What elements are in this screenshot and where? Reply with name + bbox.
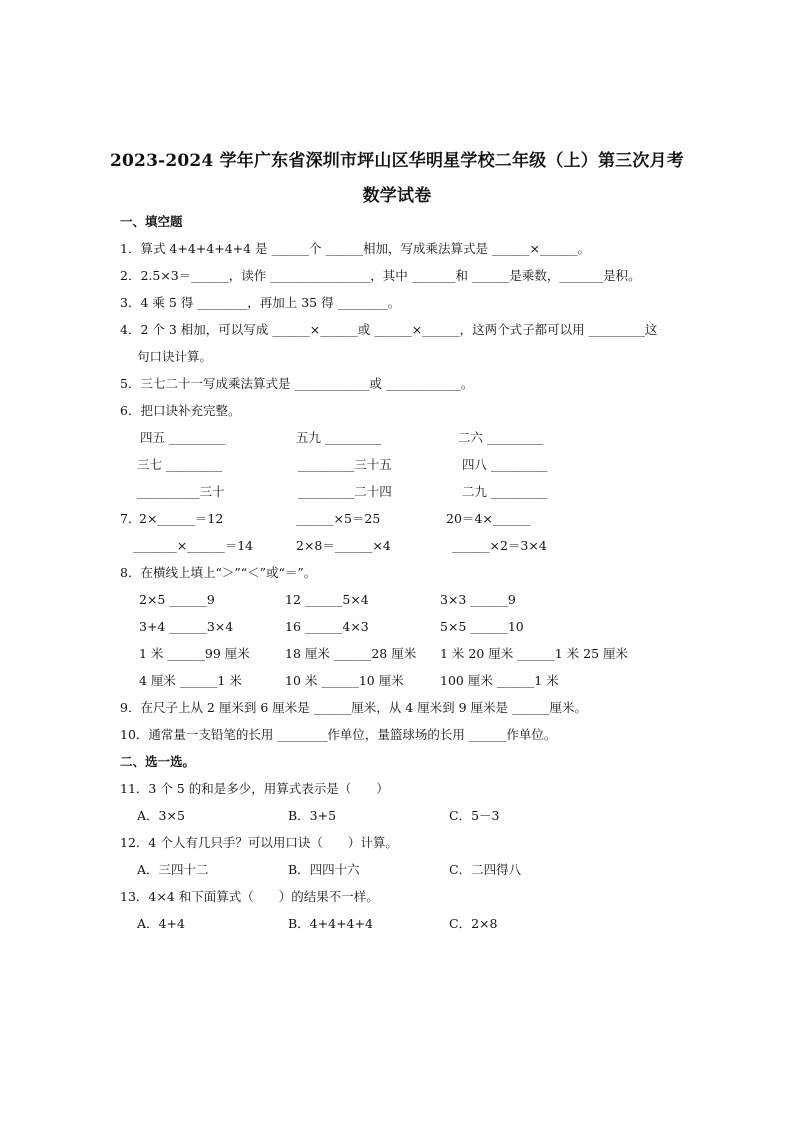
q12-option-c: C．二四得八 [449,862,522,877]
q8-item: 5×5 ______10 [440,619,524,634]
question-9: 9．在尺子上从 2 厘米到 6 厘米是 ______厘米，从 4 厘米到 9 厘米是 ______厘米。 [120,700,587,715]
q6-item: 三七 _________ [137,457,223,472]
question-7-number: 7． [120,511,141,526]
q13-option-c: C．2×8 [449,916,498,931]
q8-item: 16 ______4×3 [285,619,369,634]
q7-item: 2×8＝______×4 [296,538,391,553]
q6-item: 二六 _________ [458,430,544,445]
q6-item: 五九 _________ [296,430,382,445]
q7-item: ______×2＝3×4 [452,538,547,553]
q7-item: _______×______＝14 [133,538,254,553]
q6-item: 四五 _________ [140,430,226,445]
question-11: 11．3 个 5 的和是多少，用算式表示是（ ） [120,781,389,796]
question-1: 1．算式 4+4+4+4+4 是 ______个 ______相加，写成乘法算式是 ______×______。 [120,241,590,256]
q7-item: 2×______＝12 [139,511,224,526]
q7-item: 20＝4×______ [446,511,531,526]
q12-option-a: A．三四十二 [137,862,209,877]
q8-item: 12 ______5×4 [285,592,369,607]
q11-option-b: B．3+5 [288,808,337,823]
q8-item: 10 米 ______10 厘米 [285,673,404,688]
exam-title: 2023-2024 学年广东省深圳市坪山区华明星学校二年级（上）第三次月考 [109,151,684,171]
exam-subtitle: 数学试卷 [362,186,432,206]
q6-item: 二九 _________ [462,484,548,499]
q8-item: 18 厘米 ______28 厘米 [285,646,417,661]
question-6: 6．把口诀补充完整。 [120,403,241,418]
question-3: 3．4 乘 5 得 ________，再加上 35 得 ________。 [120,295,401,310]
section-heading-fill-in: 一、填空题 [120,214,183,229]
q13-option-b: B．4+4+4+4 [288,916,373,931]
q11-option-c: C．5－3 [449,808,500,823]
question-12: 12．4 个人有几只手？可以用口诀（ ）计算。 [120,835,398,850]
q8-item: 3+4 ______3×4 [139,619,234,634]
q6-item: _________二十四 [298,484,392,499]
q8-item: 3×3 ______9 [440,592,516,607]
question-4-continuation: 句口诀计算。 [137,349,213,364]
q8-item: 1 米 ______99 厘米 [139,646,250,661]
question-8: 8．在横线上填上“＞”“＜”或“＝”。 [120,565,317,580]
q7-item: ______×5＝25 [296,511,381,526]
q11-option-a: A．3×5 [137,808,185,823]
q8-item: 4 厘米 ______1 米 [139,673,242,688]
question-4: 4．2 个 3 相加，可以写成 ______×______或 ______×______，这两个式子都可以用 _________这 [120,322,658,337]
question-13: 13．4×4 和下面算式（ ）的结果不一样。 [120,889,379,904]
q8-item: 100 厘米 ______1 米 [440,673,559,688]
q6-item: 四八 _________ [462,457,548,472]
question-2: 2．2.5×3＝______，读作 ________________，其中 _______和 ______是乘数，_______是积。 [120,268,641,283]
q6-item: __________三十 [137,484,225,499]
q12-option-b: B．四四十六 [288,862,360,877]
question-10: 10．通常量一支铅笔的长用 ________作单位，量篮球场的长用 ______作单位。 [120,727,557,742]
question-5: 5．三七二十一写成乘法算式是 ____________或 ____________。 [120,376,474,391]
q6-item: _________三十五 [298,457,392,472]
section-heading-multiple-choice: 二、选一选。 [120,754,196,769]
q8-item: 1 米 20 厘米 ______1 米 25 厘米 [440,646,629,661]
q13-option-a: A．4+4 [137,916,185,931]
q8-item: 2×5 ______9 [139,592,215,607]
